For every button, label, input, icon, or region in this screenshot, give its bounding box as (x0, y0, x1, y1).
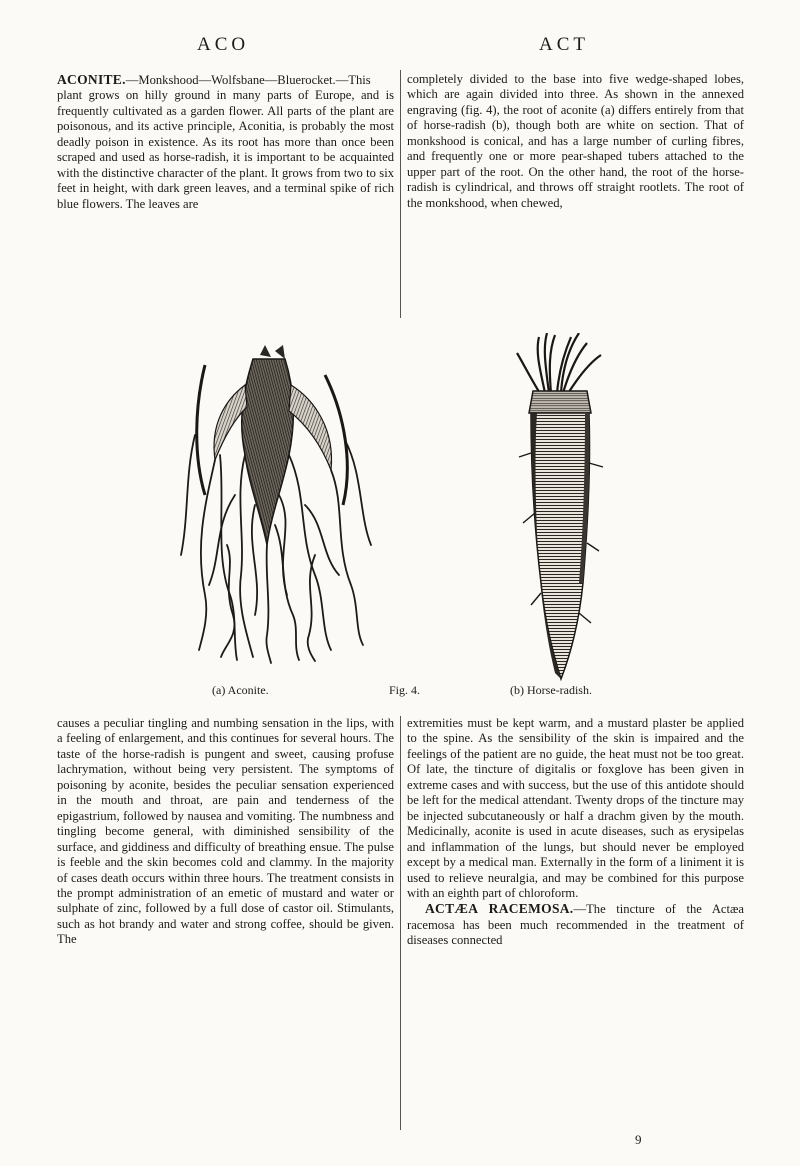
column-rule-top (400, 70, 401, 318)
column-rule-bottom (400, 716, 401, 1130)
paragraph-actaea: —The tincture of the Actæa racemosa has been much recommended in the treatment of diseases connected (407, 902, 744, 948)
entry-heading-aconite: ACONITE. (57, 72, 126, 87)
paragraph-treatment-continued: extremities must be kept warm, and a mustard plaster be applied to the spine. As the sensibility of the skin is impaired and the feelings of the patient are no guide, the heat must not be too great. Of late, the tincture of digitalis or foxglove has been given in extreme cases and with success, but the use of this antidote should be left for the medical attendant. Twenty drops of the tincture may be injected subcutaneously or half a drachm given by the mouth. Medicinally, aconite is used in acute diseases, such as erysipelas and inflammation of the lungs, but should never be employed except by a medical man. Externally in the form of a liniment it is used to relieve neuralgia, and may be combined for this purpose with an eighth part of chloroform. (407, 716, 744, 900)
running-head-left: ACO (197, 34, 250, 55)
article-aconite-symptoms (57, 716, 394, 948)
article-aconite-intro (57, 72, 394, 212)
running-head-right: ACT (539, 34, 589, 55)
paragraph-symptoms-treatment: causes a peculiar tingling and numbing sensation in the lips, with a feeling of enlargement, and this continues for several hours. The taste of the horse-radish is pungent and sweet, causing profuse lachrymation, without being very persistent. The symptoms of poisoning by aconite, besides the peculiar sensation experienced in the mouth and throat, are pain and tenderness of the epigastrium, followed by nausea and vomiting. The numbness and tingling become general, with diminished sensibility of the surface, and giddiness and difficulty of breathing ensue. The pulse is feeble and the skin becomes cold and clammy. In the majority of cases death occurs within three hours. The treatment consists in the prompt administration of an emetic of mustard and water or sulphate of zinc, followed by a full dose of castor oil. Stimulants, such as hot brandy and water and strong coffee, should be given. The (57, 716, 394, 947)
caption-horse-radish: (b) Horse-radish. (510, 683, 592, 697)
caption-aconite: (a) Aconite. (212, 683, 269, 697)
horse-radish-root-illustration (505, 333, 623, 683)
running-head (55, 34, 745, 56)
entry-heading-actaea: ACTÆA RACEMOSA. (425, 901, 574, 917)
figure-label: Fig. 4. (389, 683, 421, 697)
paragraph-root-description: completely divided to the base into five wedge-shaped lobes, which are again divided into three. As shown in the annexed engraving (fig. 4), the root of aconite (a) differs entirely from that of horse-radish (b), though both are white on section. That of monkshood is conical, and has a large number of curling fibres, and frequently one or more pear-shaped tubers attached to the upper part of the root. On the other hand, the root of the horse-radish is cylindrical, and throws off straight rootlets. The root of the monkshood, when chewed, (407, 72, 744, 210)
article-aconite-continued (407, 72, 744, 211)
aconite-root-illustration (175, 345, 375, 665)
paragraph-aconite-intro: —Monkshood—Wolfsbane—Bluerocket.—This plant grows on hilly ground in many parts of Europe, and is frequently cultivated as a garden flower. All parts of the plant are poisonous, and its active principle, Aconitia, is probably the most deadly poison in existence. As its root has more than once been scraped and used as horse-radish, it is important to be acquainted with the distinctive character of the plant. It grows from two to six feet in height, with dark green leaves, and a terminal spike of rich blue flowers. The leaves are (57, 73, 394, 211)
page-number: 9 (635, 1132, 642, 1147)
article-aconite-treatment (407, 716, 744, 949)
